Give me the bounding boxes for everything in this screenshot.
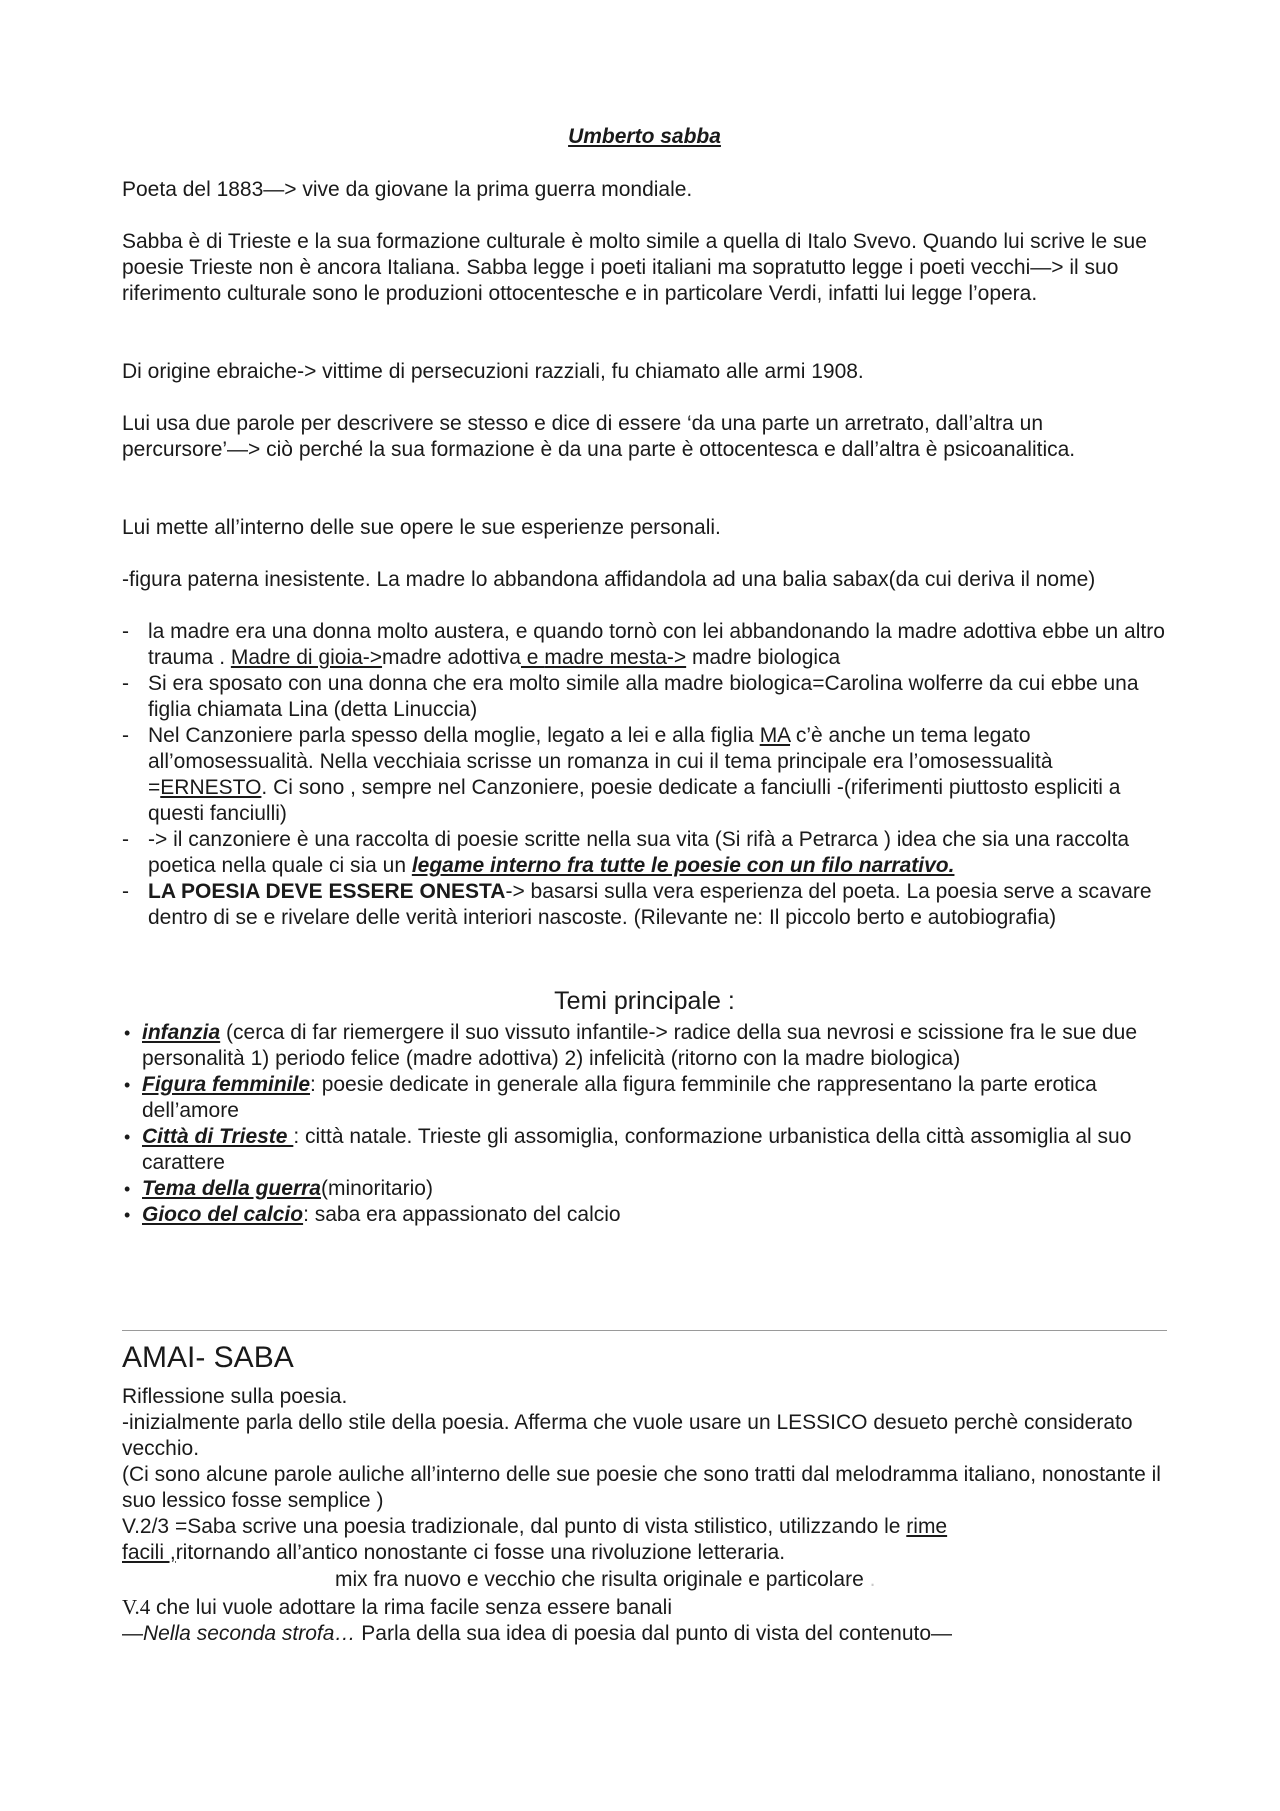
list-item: • Figura femminile: poesie dedicate in generale alla figura femminile che rappresentano la parte erotica dell’amore [124, 1073, 1097, 1122]
bullet-marker: • [124, 1179, 131, 1199]
emphasis-narrative-thread: legame interno fra tutte le poesie con un filo narrativo. [411, 854, 955, 877]
document-title: Umberto sabba [568, 125, 721, 148]
amai-heading: AMAI- SABA [122, 1341, 294, 1374]
paragraph-intro: Poeta del 1883—> vive da giovane la prima guerra mondiale. [122, 178, 693, 201]
list-item: • Gioco del calcio: saba era appassionato del calcio [124, 1203, 621, 1226]
themes-bullet-list [122, 1020, 1167, 1228]
list-item: - -> il canzoniere è una raccolta di poesie scritte nella sua vita (Si rifà a Petrarca ) idea che sia una raccolta poetica nella quale ci sia un legame interno fra tutte le poesie con un filo narrativo. [122, 828, 1130, 877]
madre-di-gioia-link: Madre di gioia-> [230, 646, 383, 669]
bullet-marker: • [124, 1075, 131, 1095]
section-divider [122, 1330, 1167, 1331]
paragraph-self-description: Lui usa due parole per descrivere se stesso e dice di essere ‘da una parte un arretrato, dall’altra un percursore’—> ciò perché la sua formazione è da una parte è ottocentesca e dall’altra è psicoanalitica. [122, 412, 1076, 461]
amai-line-second-strophe: —Nella seconda strofa… Parla della sua idea di poesia dal punto di vista del contenuto— [122, 1622, 953, 1645]
list-item: - LA POESIA DEVE ESSERE ONESTA-> basarsi sulla vera esperienza del poeta. La poesia serve a scavare dentro di se e rivelare delle verità interiori nascoste. (Rilevante ne: Il piccolo berto e autobiografia) [122, 880, 1152, 929]
bullet-marker: • [124, 1205, 131, 1225]
amai-line-v4: V.4 che lui vuole adottare la rima facile senza essere banali [122, 1595, 673, 1619]
biography-dash-list [122, 619, 1167, 931]
dash-marker: - [122, 620, 129, 643]
list-item: - la madre era una donna molto austera, e quando tornò con lei abbandonando la madre adottiva ebbe un altro trauma . Madre di gioia->madre adottiva e madre mesta-> madre biologica [122, 620, 1165, 669]
amai-line-v23: V.2/3 =Saba scrive una poesia tradizionale, dal punto di vista stilistico, utilizzando le rime facili ,ritornando all’antico nonostante ci fosse una rivoluzione letteraria. [122, 1515, 948, 1564]
themes-heading: Temi principale : [554, 987, 735, 1015]
dash-marker: - [122, 672, 129, 695]
list-item: • Tema della guerra(minoritario) [124, 1177, 433, 1200]
dash-marker: - [122, 724, 129, 747]
dash-marker: - [122, 880, 129, 903]
paragraph-formation: Sabba è di Trieste e la sua formazione culturale è molto simile a quella di Italo Svevo. Quando lui scrive le sue poesie Trieste non è ancora Italiana. Sabba legge i poeti italiani ma sopratutto legge i poeti vecchi—> il suo riferimento culturale sono le produzioni ottocentesche e in particolare Verdi, infatti lui legge l’opera. [122, 230, 1147, 305]
paragraph-father-figure: -figura paterna inesistente. La madre lo abbandona affidandola ad una balia sabax(da cui deriva il nome) [122, 568, 1096, 591]
list-item: • Città di Trieste : città natale. Trieste gli assomiglia, conformazione urbanistica della città assomiglia al suo carattere [124, 1125, 1132, 1174]
amai-line-mix: mix fra nuovo e vecchio che risulta originale e particolare . [335, 1568, 876, 1591]
bullet-marker: • [124, 1023, 131, 1043]
list-item: - Si era sposato con una donna che era molto simile alla madre biologica=Carolina wolferre da cui ebbe una figlia chiamata Lina (detta Linuccia) [122, 672, 1139, 721]
paragraph-personal-experience: Lui mette all’interno delle sue opere le sue esperienze personali. [122, 516, 721, 539]
dash-marker: - [122, 828, 129, 851]
list-item: - Nel Canzoniere parla spesso della moglie, legato a lei e alla figlia MA c’è anche un tema legato all’omosessualità. Nella vecchiaia scrisse un romanza in cui il tema principale era l’omosessualità =ERNESTO. Ci sono , sempre nel Canzoniere, poesie dedicate a fanciulli -(riferimenti piuttosto espliciti a questi fanciulli) [122, 724, 1121, 825]
emphasis-honest-poetry: LA POESIA DEVE ESSERE ONESTA [148, 880, 506, 903]
amai-line-reflection: Riflessione sulla poesia. [122, 1385, 348, 1408]
list-item: • infanzia (cerca di far riemergere il suo vissuto infantile-> radice della sua nevrosi e scissione fra le sue due personalità 1) periodo felice (madre adottiva) 2) infelicità (ritorno con la madre biologica) [124, 1021, 1138, 1070]
madre-mesta-link: madre mesta-> [544, 646, 687, 669]
amai-line-style: -inizialmente parla dello stile della poesia. Afferma che vuole usare un LESSICO desueto perchè considerato vecchio. [122, 1411, 1133, 1460]
amai-line-aulic: (Ci sono alcune parole auliche all’interno delle sue poesie che sono tratti dal melodramma italiano, nonostante il suo lessico fosse semplice ) [122, 1463, 1161, 1512]
bullet-marker: • [124, 1127, 131, 1147]
paragraph-origin: Di origine ebraiche-> vittime di persecuzioni razziali, fu chiamato alle armi 1908. [122, 360, 864, 383]
